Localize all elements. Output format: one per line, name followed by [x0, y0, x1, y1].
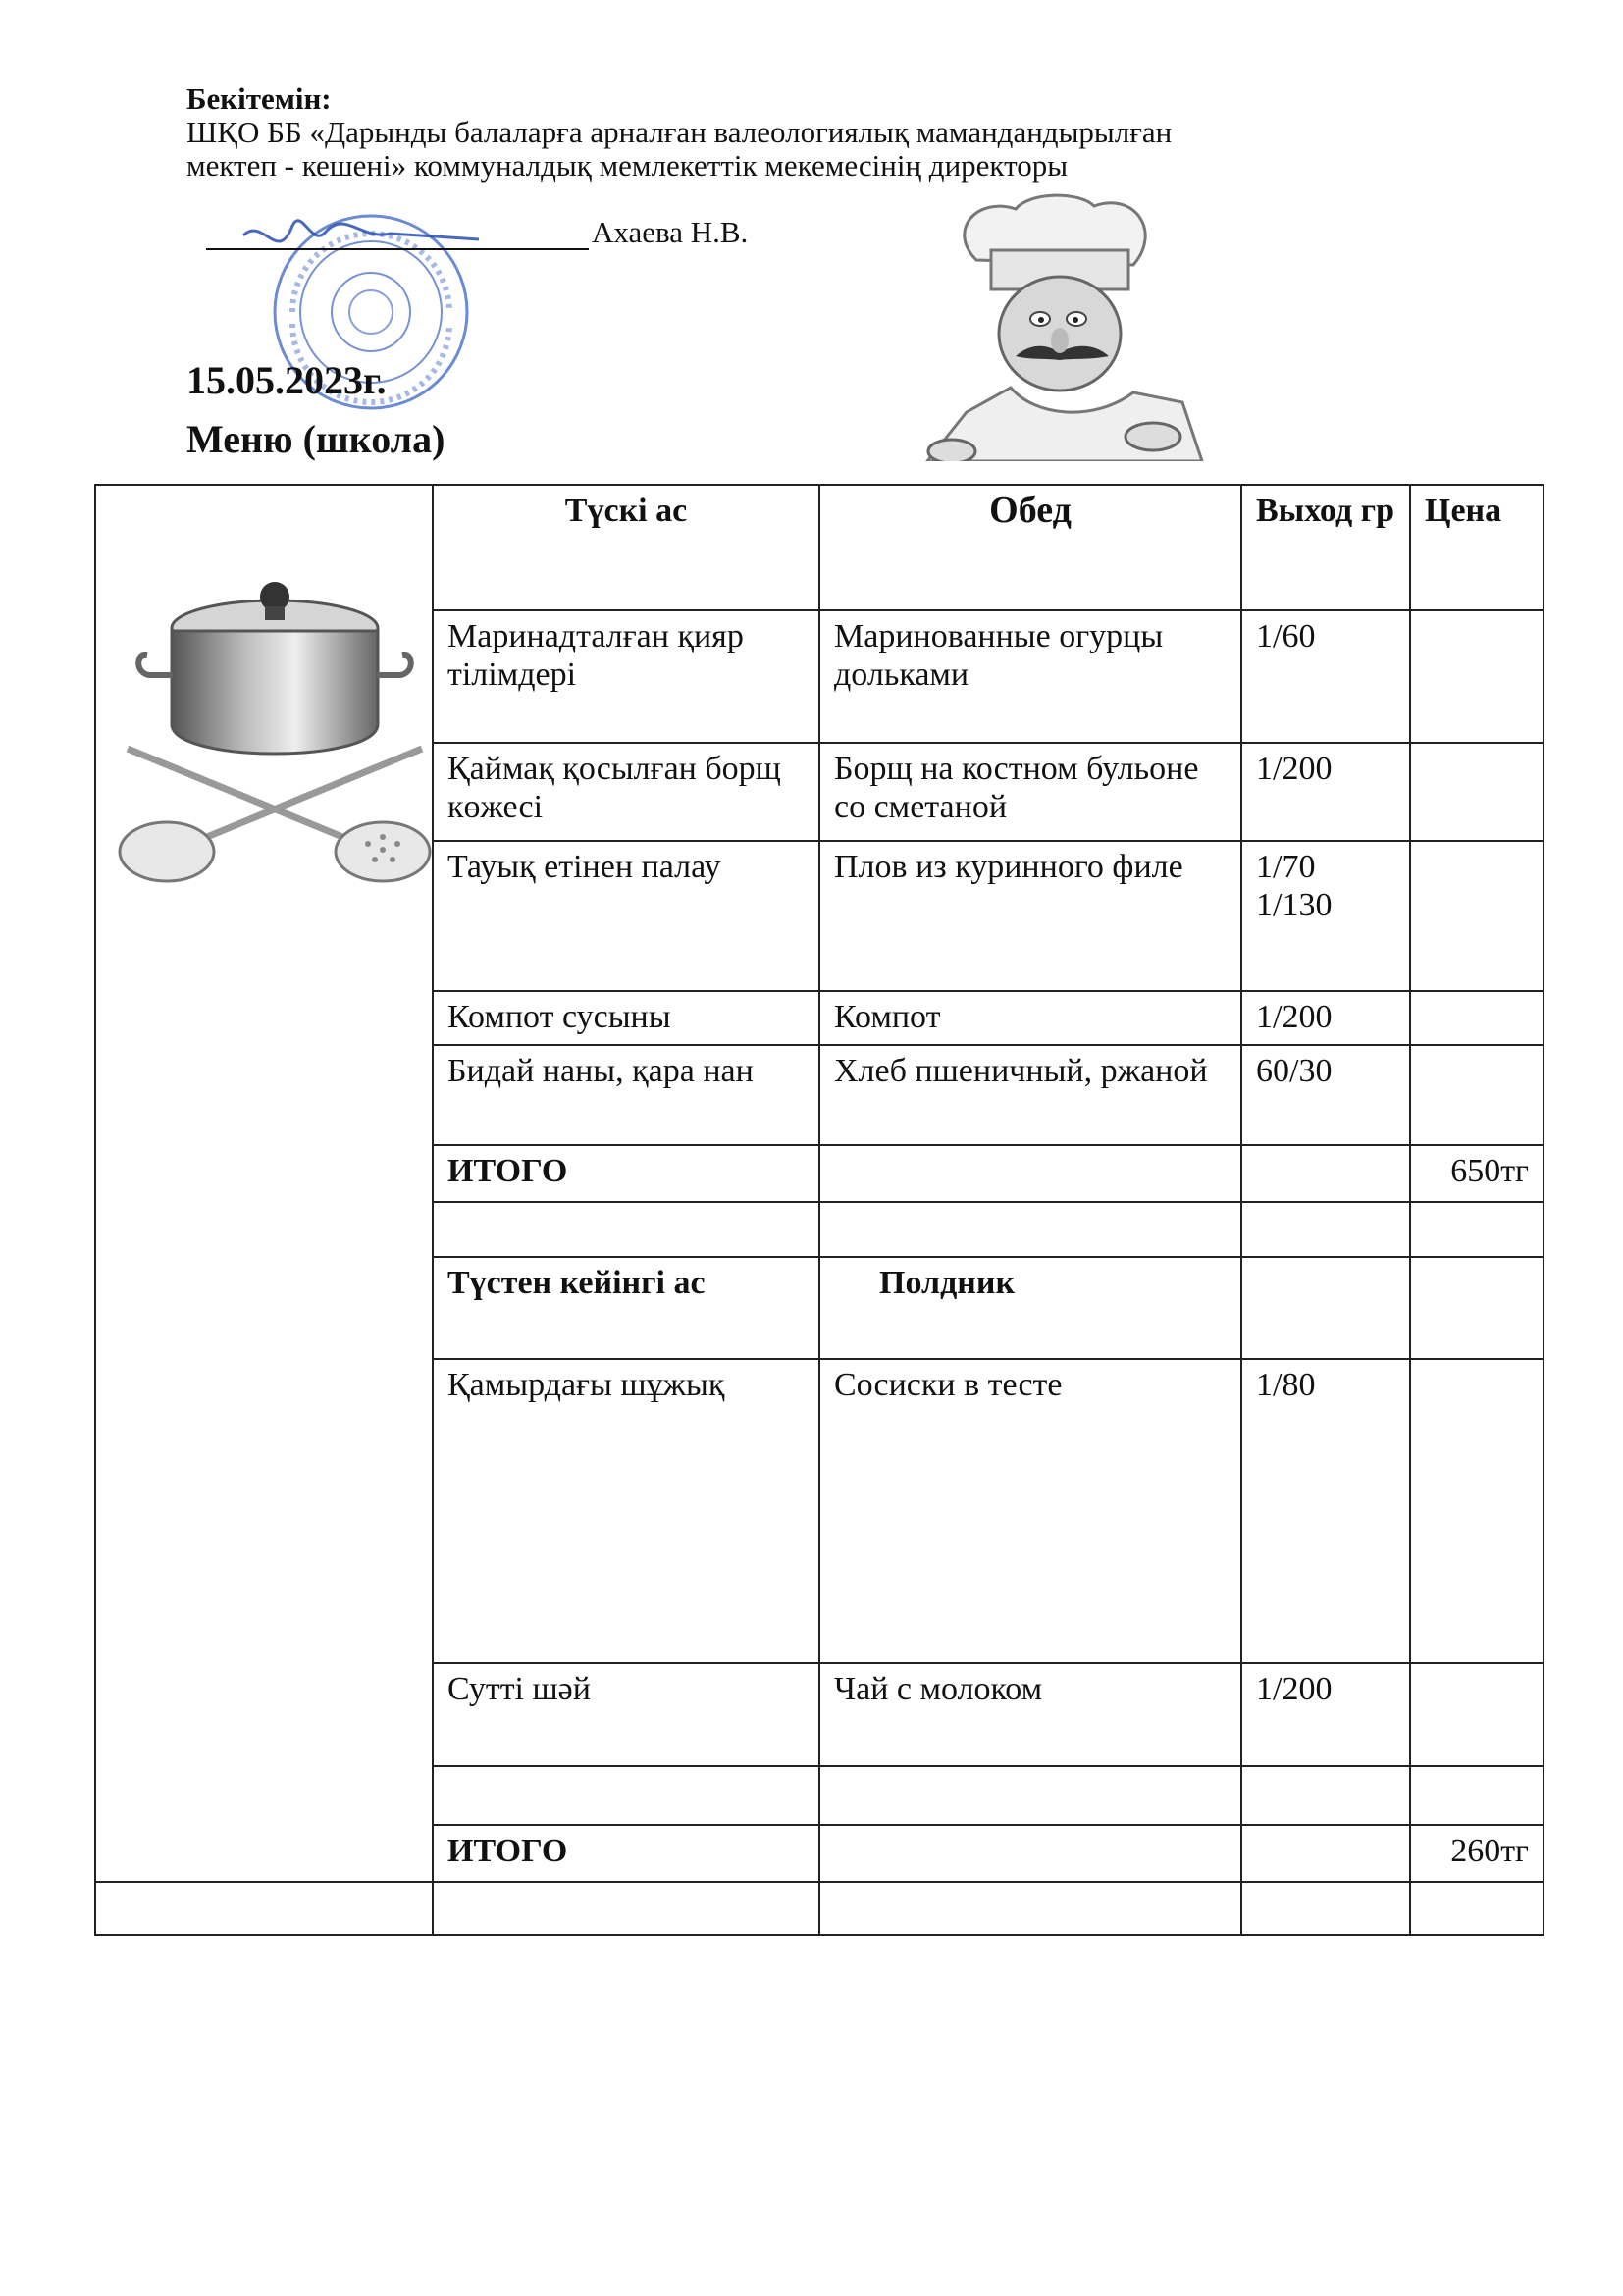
dish-price: [1410, 1663, 1544, 1766]
snack-total-price: 260тг: [1410, 1825, 1544, 1882]
signature-line: [206, 248, 589, 250]
dish-kz: Қамырдағы шұжық: [433, 1359, 819, 1663]
dish-kz: Бидай наны, қара нан: [433, 1045, 819, 1145]
dish-price: [1410, 610, 1544, 743]
dish-price: [1410, 1359, 1544, 1663]
lunch-total-price: 650тг: [1410, 1145, 1544, 1202]
chef-illustration: [908, 191, 1222, 461]
snack-header-kz: Түстен кейінгі ас: [433, 1257, 819, 1359]
dish-kz: Маринадталған қияр тілімдері: [433, 610, 819, 743]
dish-yield: 60/30: [1241, 1045, 1410, 1145]
dish-kz: Тауық етінен палау: [433, 841, 819, 991]
dish-ru: Маринованные огурцы дольками: [819, 610, 1241, 743]
dish-price: [1410, 1045, 1544, 1145]
dish-price: [1410, 743, 1544, 841]
header-kz: Түскі ас: [433, 485, 819, 610]
dish-kz: Сутті шәй: [433, 1663, 819, 1766]
director-name: Ахаева Н.В.: [592, 215, 749, 249]
lunch-total-label: ИТОГО: [433, 1145, 819, 1202]
organization-line-2: мектеп - кешені» коммуналдық мемлекеттік мекемесінің директоры: [186, 148, 1069, 183]
empty-cell: [819, 1145, 1241, 1202]
snack-total-label: ИТОГО: [433, 1825, 819, 1882]
pot-and-ladles-illustration: [108, 538, 442, 891]
dish-ru: Плов из куринного филе: [819, 841, 1241, 991]
dish-yield: 1/200: [1241, 743, 1410, 841]
header-ru: Обед: [819, 485, 1241, 610]
dish-yield: 1/80: [1241, 1359, 1410, 1663]
header-price: Цена: [1410, 485, 1544, 610]
dish-ru: Чай с молоком: [819, 1663, 1241, 1766]
dish-yield: 1/70 1/130: [1241, 841, 1410, 991]
approval-header: [186, 82, 1462, 183]
dish-yield: 1/60: [1241, 610, 1410, 743]
dish-ru: Сосиски в тесте: [819, 1359, 1241, 1663]
dish-kz: Компот сусыны: [433, 991, 819, 1045]
table-row: [95, 1882, 1544, 1935]
dish-yield: 1/200: [1241, 991, 1410, 1045]
dish-price: [1410, 991, 1544, 1045]
empty-cell: [1241, 1145, 1410, 1202]
dish-ru: Борщ на костном бульоне со сметаной: [819, 743, 1241, 841]
empty-cell: [819, 1825, 1241, 1882]
menu-title: Меню (школа): [186, 417, 445, 461]
empty-cell: [1241, 1825, 1410, 1882]
dish-price: [1410, 841, 1544, 991]
dish-yield: 1/200: [1241, 1663, 1410, 1766]
header-yield: Выход гр: [1241, 485, 1410, 610]
approval-label: Бекітемін:: [186, 81, 332, 116]
dish-kz: Қаймақ қосылған борщ көжесі: [433, 743, 819, 841]
dish-ru: Хлеб пшеничный, ржаной: [819, 1045, 1241, 1145]
snack-header-ru: Полдник: [819, 1257, 1241, 1359]
dish-ru: Компот: [819, 991, 1241, 1045]
organization-line-1: ШҚО ББ «Дарынды балаларға арналған валеологиялық мамандандырылған: [186, 115, 1173, 149]
menu-date: 15.05.2023г.: [186, 358, 387, 402]
